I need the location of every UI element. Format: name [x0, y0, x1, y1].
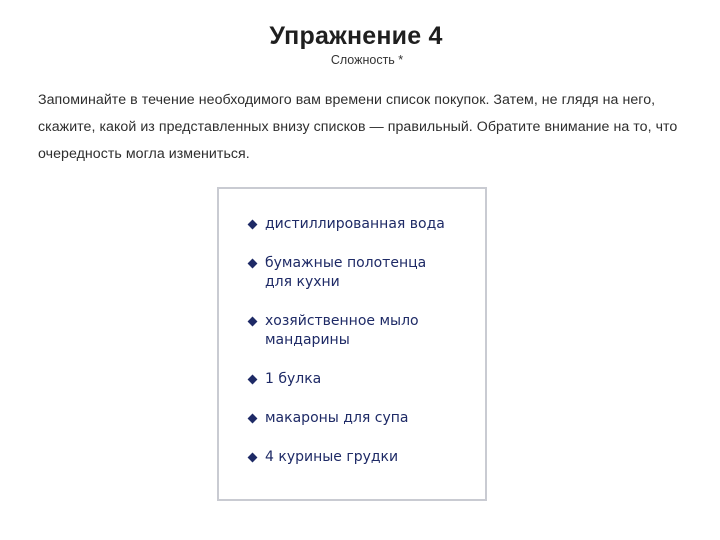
shopping-list-box: [217, 187, 487, 501]
list-item: [249, 215, 479, 234]
diamond-bullet-icon: [248, 414, 258, 424]
exercise-title: Упражнение 4: [269, 22, 443, 50]
diamond-bullet-icon: [248, 375, 258, 385]
list-item-text: хозяйственное мыло мандарины: [265, 313, 419, 348]
list-item-text: бумажные полотенца для кухни: [265, 255, 427, 290]
difficulty-label: Сложность *: [330, 53, 404, 67]
diamond-bullet-icon: [248, 453, 258, 463]
list-item-text: 4 куриные грудки: [265, 449, 399, 465]
list-item: [249, 370, 479, 389]
diamond-bullet-icon: [248, 259, 258, 269]
shopping-list: [249, 215, 479, 487]
list-item: [249, 312, 479, 350]
diamond-bullet-icon: [248, 317, 258, 327]
list-item-text: макароны для супа: [265, 410, 409, 426]
list-item: [249, 409, 479, 428]
list-item-text: дистиллированная вода: [265, 216, 445, 232]
list-item: [249, 448, 479, 467]
difficulty-line: [0, 53, 720, 67]
title-wrap: [0, 22, 720, 51]
list-item-text: 1 булка: [265, 371, 322, 387]
diamond-bullet-icon: [248, 220, 258, 230]
instructions-text: Запоминайте в течение необходимого вам времени список покупок. Затем, не глядя на него, скажите, какой из представленных внизу списков — правильный. Обратите внимание на то, что очередность могла измениться.: [38, 92, 678, 162]
list-item: [249, 254, 479, 292]
